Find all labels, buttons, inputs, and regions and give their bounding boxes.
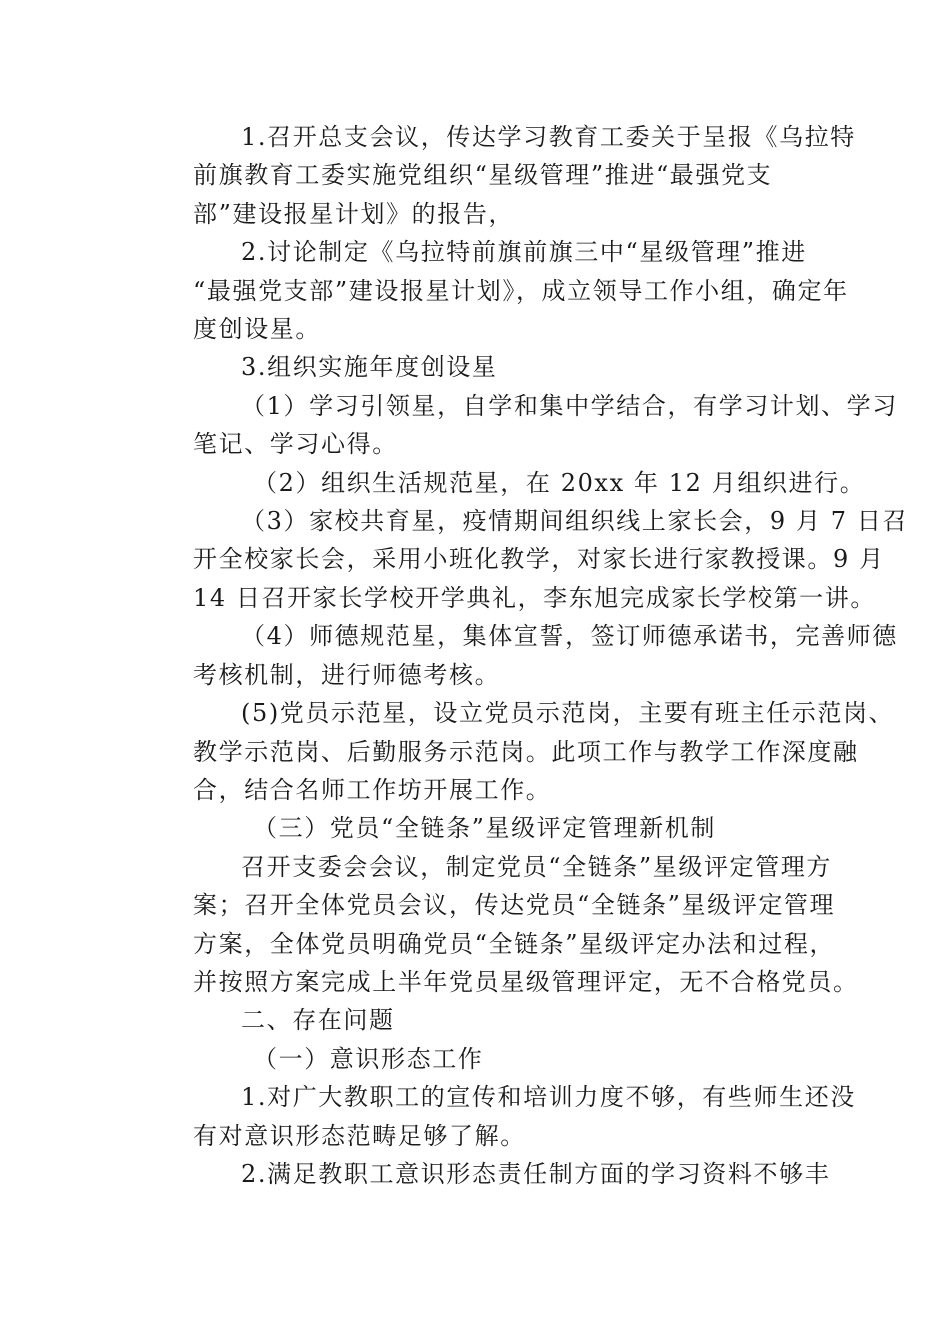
paragraph-4 xyxy=(145,387,898,464)
text-line: 2.讨论制定《乌拉特前旗前旗三中“星级管理”推进 xyxy=(241,238,807,267)
text-line: （1）学习引领星，自学和集中学结合，有学习计划、学习 xyxy=(241,391,898,420)
text-line: 1.召开总支会议，传达学习教育工委关于呈报《乌拉特 xyxy=(241,123,856,151)
paragraph-6 xyxy=(145,502,909,617)
text-line: 并按照方案完成上半年党员星级管理评定，无不合格党员。 xyxy=(193,967,859,996)
text-line: 案；召开全体党员会议，传达党员“全链条”星级评定管理 xyxy=(193,891,836,920)
text-line: （三）党员“全链条”星级评定管理新机制 xyxy=(253,814,716,843)
text-line: 有对意识形态范畴足够了解。 xyxy=(193,1121,526,1150)
text-line: （3）家校共育星，疫情期间组织线上家长会，9 月 7 日召 xyxy=(241,507,909,536)
paragraph-8 xyxy=(145,694,895,809)
text-line: 召开支委会会议，制定党员“全链条”星级评定管理方 xyxy=(241,852,832,881)
paragraph-11 xyxy=(145,1155,831,1193)
section-heading-2 xyxy=(145,1001,810,1039)
text-line: 教学示范岗、后勤服务示范岗。此项工作与教学工作深度融 xyxy=(193,737,859,766)
paragraph-10 xyxy=(145,1078,856,1155)
text-line: 二、存在问题 xyxy=(241,1006,395,1035)
text-line: 2.满足教职工意识形态责任制方面的学习资料不够丰 xyxy=(241,1159,831,1188)
text-line: “最强党支部”建设报星计划》，成立领导工作小组，确定年 xyxy=(193,276,849,305)
text-line: 14 日召开家长学校开学典礼，李东旭完成家长学校第一讲。 xyxy=(193,583,876,612)
text-line: 部”建设报星计划》的报告， xyxy=(193,199,515,228)
text-line: 3.组织实施年度创设星 xyxy=(241,353,498,382)
paragraph-3 xyxy=(145,348,810,386)
text-line: 笔记、学习心得。 xyxy=(193,430,398,459)
text-line: （一）意识形态工作 xyxy=(253,1044,484,1073)
paragraph-5 xyxy=(145,464,866,502)
document-body xyxy=(145,118,909,1193)
text-line: 合，结合名师工作坊开展工作。 xyxy=(193,775,552,804)
text-line: 方案，全体党员明确党员“全链条”星级评定办法和过程， xyxy=(193,929,836,958)
text-line: （2）组织生活规范星，在 20xx 年 12 月组织进行。 xyxy=(253,468,866,497)
subsection-heading-1 xyxy=(145,1040,810,1078)
text-line: （4）师德规范星，集体宣誓，签订师德承诺书，完善师德 xyxy=(241,622,898,651)
paragraph-7 xyxy=(145,617,898,694)
text-line: 开全校家长会，采用小班化教学，对家长进行家教授课。9 月 xyxy=(193,545,885,574)
section-heading-3 xyxy=(145,809,810,847)
text-line: 度创设星。 xyxy=(193,315,321,344)
text-line: 前旗教育工委实施党组织“星级管理”推进“最强党支 xyxy=(193,161,773,190)
text-line: 1.对广大教职工的宣传和培训力度不够，有些师生还没 xyxy=(241,1083,856,1112)
text-line: 考核机制，进行师德考核。 xyxy=(193,660,501,689)
paragraph-1 xyxy=(145,118,856,233)
paragraph-2 xyxy=(145,233,849,348)
text-line: (5)党员示范星，设立党员示范岗，主要有班主任示范岗、 xyxy=(241,699,895,728)
paragraph-9 xyxy=(145,848,859,1002)
